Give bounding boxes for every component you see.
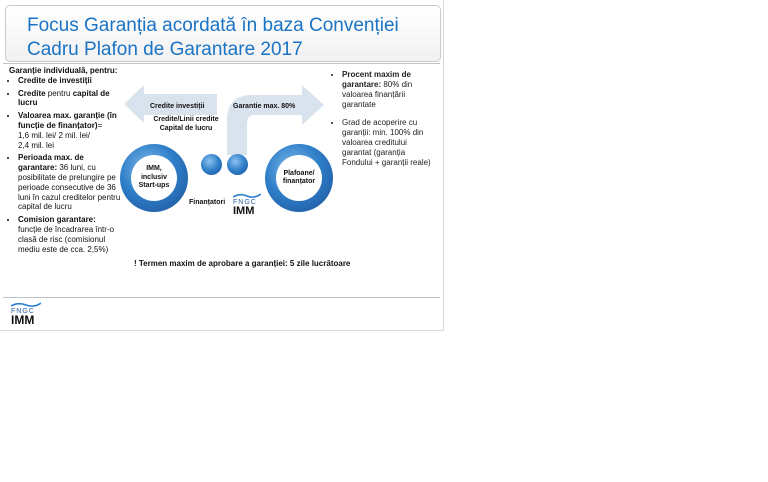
list-item: • Credite pentru capital de lucru [18, 89, 121, 109]
title-box [5, 5, 441, 62]
right-list [333, 70, 433, 168]
ring-imm: IMM, inclusiv Start-ups [120, 144, 188, 212]
ring-plafoane: Plafoane/ finanțator [265, 144, 333, 212]
slide-title: Focus Garanția acordată în baza Convenției Cadru Plafon de Garantare 2017 [27, 15, 399, 60]
list-item: • Grad de acoperire cu garanții: min. 100% din valoarea creditului garantat (garanția Fondului + garanții reale) [342, 118, 433, 168]
list-item: • Valoarea max. garanție (în funcție de finanțator)= 1,6 mil. lei/ 2 mil. lei/ 2,4 mil. lei [18, 111, 121, 150]
arrow-right-label: Garantie max. 80% [233, 103, 296, 110]
list-item: • Procent maxim de garantare: 80% din valoarea finanțării garantate [342, 70, 433, 110]
arrow-right-shape [227, 85, 324, 155]
right-column [333, 70, 433, 176]
finantatori-label: Finanțatori [189, 199, 226, 206]
credit-label: Credite/Linii credite Capital de lucru [153, 116, 219, 132]
left-column [9, 66, 121, 257]
fngc-logo-mid: FNGC IMM [233, 193, 261, 217]
bottom-divider [3, 297, 440, 298]
list-item: • Comision garantare: funcție de încadrarea într-o clasă de risc (comisionul mediu este de cca. 2,5%) [18, 215, 121, 254]
dot-left [201, 154, 222, 175]
list-item: • Perioada max. de garantare: 36 luni, cu posibilitate de prelungire pe perioade consecutive de 36 luni în cazul creditelor pentru capital de lucru [18, 153, 121, 212]
top-divider [3, 63, 440, 64]
list-item: • Credite de investiții [18, 76, 121, 86]
approval-note: ! Termen maxim de aprobare a garanției: 5 zile lucrătoare [134, 259, 351, 268]
left-list [9, 76, 121, 255]
fngc-logo-footer: FNGC IMM [11, 302, 41, 326]
arrow-left-label: Credite investiții [150, 103, 205, 110]
left-heading: Garanție individuală, pentru: [9, 66, 118, 75]
slide [0, 0, 444, 331]
dot-right [227, 154, 248, 175]
